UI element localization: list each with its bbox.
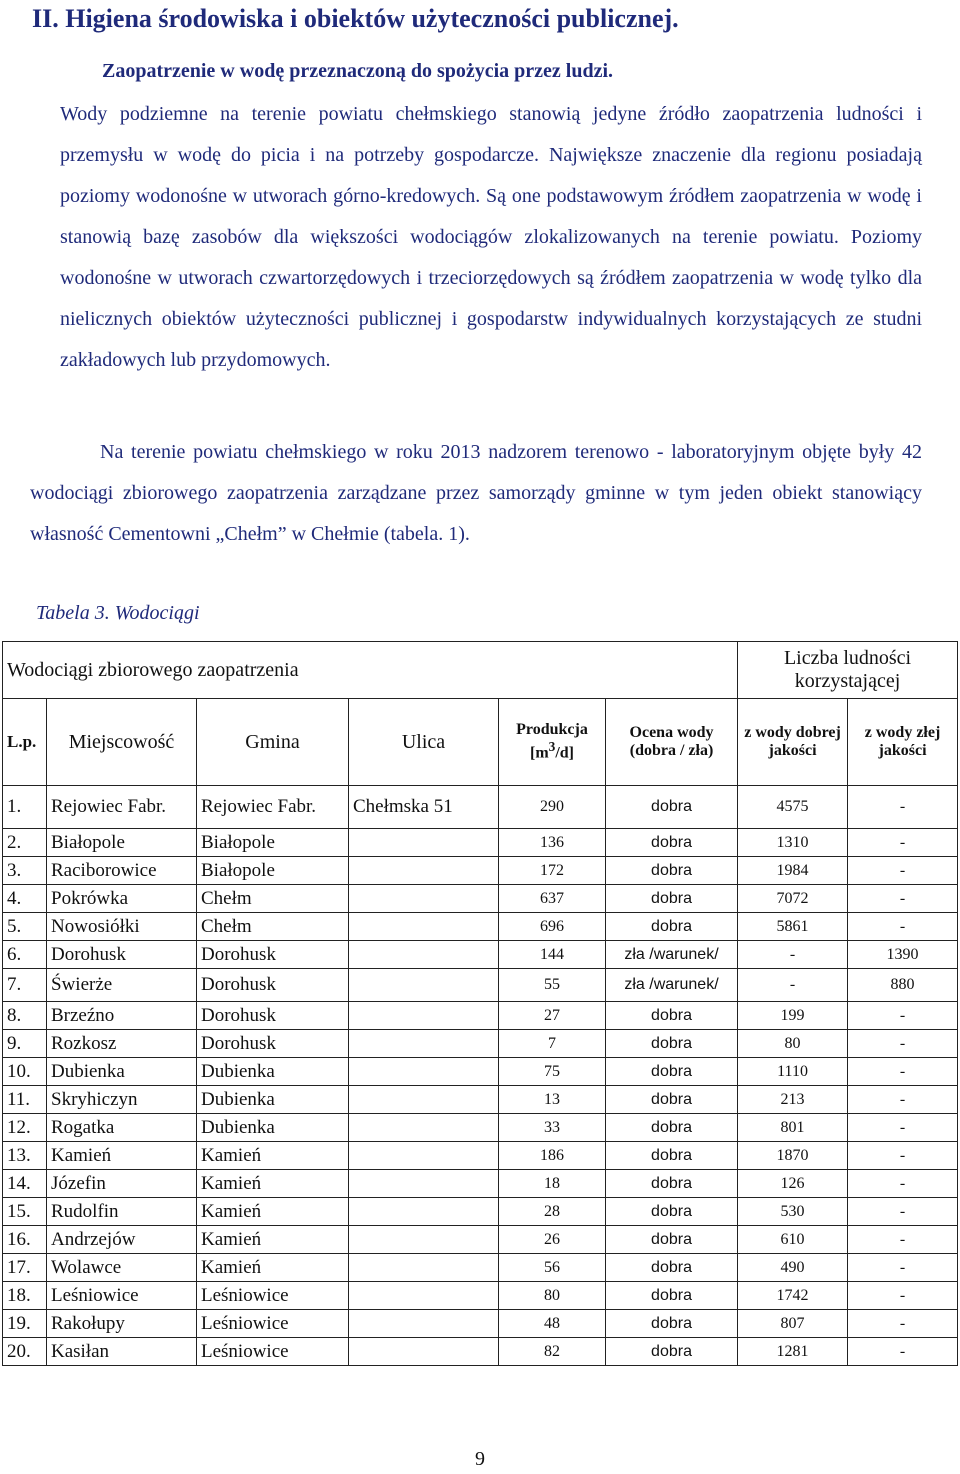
column-header-town: Miejscowość [47,699,197,786]
cell-street [349,1226,499,1254]
cell-street [349,1114,499,1142]
cell-lp: 16. [3,1226,47,1254]
table-row [3,969,958,1002]
cell-production: 172 [499,857,606,885]
cell-production: 33 [499,1114,606,1142]
production-header-main: Produkcja [516,721,588,739]
table-row [3,1114,958,1142]
table-row [3,857,958,885]
table-row [3,1058,958,1086]
cell-street [349,885,499,913]
cell-street [349,1142,499,1170]
people-header: Liczba ludności korzystającej [738,642,958,699]
cell-quality: dobra [606,1086,738,1114]
column-header-gmina: Gmina [197,699,349,786]
cell-bad: - [848,857,958,885]
cell-gmina: Kamień [197,1170,349,1198]
table-row [3,1030,958,1058]
cell-good: 1870 [738,1142,848,1170]
cell-street [349,969,499,1002]
cell-good: 1281 [738,1338,848,1366]
table-row [3,1338,958,1366]
cell-street [349,1338,499,1366]
cell-street [349,1058,499,1086]
cell-lp: 4. [3,885,47,913]
cell-lp: 10. [3,1058,47,1086]
cell-quality: dobra [606,1142,738,1170]
cell-town: Rakołupy [47,1310,197,1338]
table-row [3,1170,958,1198]
cell-bad: - [848,1058,958,1086]
quality-header-main: Ocena wody [629,724,714,741]
cell-street [349,1030,499,1058]
cell-town: Kasiłan [47,1338,197,1366]
cell-lp: 3. [3,857,47,885]
cell-gmina: Dubienka [197,1086,349,1114]
cell-bad: - [848,913,958,941]
page-title: II. Higiena środowiska i obiektów użyteczności publicznej. [32,4,679,33]
cell-town: Białopole [47,829,197,857]
cell-production: 7 [499,1030,606,1058]
cell-bad: - [848,1114,958,1142]
cell-town: Rejowiec Fabr. [47,786,197,829]
cell-bad: - [848,1254,958,1282]
cell-gmina: Dorohusk [197,969,349,1002]
cell-lp: 2. [3,829,47,857]
cell-bad: 880 [848,969,958,1002]
table-row [3,1310,958,1338]
cell-production: 27 [499,1002,606,1030]
cell-gmina: Chełm [197,885,349,913]
cell-good: 1984 [738,857,848,885]
cell-good: 213 [738,1086,848,1114]
group-header: Wodociągi zbiorowego zaopatrzenia [3,642,738,699]
cell-production: 696 [499,913,606,941]
cell-town: Rozkosz [47,1030,197,1058]
cell-lp: 18. [3,1282,47,1310]
table-row [3,786,958,829]
cell-bad: - [848,1310,958,1338]
cell-quality: dobra [606,1170,738,1198]
cell-good: - [738,969,848,1002]
cell-lp: 9. [3,1030,47,1058]
cell-lp: 12. [3,1114,47,1142]
cell-good: - [738,941,848,969]
column-header-street: Ulica [349,699,499,786]
cell-street [349,1254,499,1282]
cell-production: 290 [499,786,606,829]
cell-lp: 8. [3,1002,47,1030]
cell-production: 144 [499,941,606,969]
cell-town: Dorohusk [47,941,197,969]
cell-good: 1110 [738,1058,848,1086]
cell-production: 18 [499,1170,606,1198]
cell-street [349,1086,499,1114]
cell-town: Józefin [47,1170,197,1198]
cell-town: Raciborowice [47,857,197,885]
cell-production: 82 [499,1338,606,1366]
table-caption: Tabela 3. Wodociągi [36,602,200,624]
column-header-lp: L.p. [3,699,47,786]
table-row [3,885,958,913]
cell-production: 55 [499,969,606,1002]
cell-lp: 14. [3,1170,47,1198]
cell-quality: dobra [606,1310,738,1338]
column-header-quality [606,699,738,786]
column-header-production [499,699,606,786]
cell-lp: 17. [3,1254,47,1282]
cell-lp: 1. [3,786,47,829]
cell-good: 5861 [738,913,848,941]
cell-lp: 7. [3,969,47,1002]
cell-gmina: Leśniowice [197,1310,349,1338]
table-row [3,1002,958,1030]
cell-good: 490 [738,1254,848,1282]
cell-bad: - [848,786,958,829]
cell-bad: - [848,1142,958,1170]
cell-gmina: Dorohusk [197,1030,349,1058]
cell-lp: 13. [3,1142,47,1170]
table-row [3,1282,958,1310]
cell-street [349,1170,499,1198]
table-row [3,1226,958,1254]
page-number: 9 [475,1448,485,1470]
cell-bad: - [848,1198,958,1226]
cell-lp: 20. [3,1338,47,1366]
cell-bad: - [848,1226,958,1254]
cell-good: 801 [738,1114,848,1142]
table-row [3,1086,958,1114]
cell-bad: - [848,1170,958,1198]
cell-quality: dobra [606,1226,738,1254]
cell-bad: - [848,829,958,857]
paragraph-groundwater: Wody podziemne na terenie powiatu chełmskiego stanowią jedyne źródło zaopatrzenia ludności i przemysłu w wodę do picia i na potrzeby gospodarcze. Największe znaczenie dla regionu posiadają poziomy wodonośne w utworach górno-kredowych. Są one podstawowym źródłem zaopatrzenia w wodę i stanowią bazę zasobów dla większości wodociągów zlokalizowanych na terenie powiatu. Poziomy wodonośne w utworach czwartorzędowych i trzeciorzędowych są źródłem zaopatrzenia w wodę tylko dla nielicznych obiektów użyteczności publicznej i gospodarstw indywidualnych korzystających ze studni zakładowych lub przydomowych. [60,103,922,371]
cell-good: 7072 [738,885,848,913]
cell-quality: dobra [606,1002,738,1030]
quality-header-sub: (dobra / zła) [629,742,714,759]
table-row [3,913,958,941]
cell-gmina: Chełm [197,913,349,941]
cell-quality: dobra [606,885,738,913]
cell-street [349,1282,499,1310]
cell-street: Chełmska 51 [349,786,499,829]
cell-town: Pokrówka [47,885,197,913]
cell-quality: dobra [606,1338,738,1366]
table-row [3,1198,958,1226]
cell-bad: - [848,1030,958,1058]
cell-street [349,1002,499,1030]
cell-gmina: Rejowiec Fabr. [197,786,349,829]
cell-gmina: Dubienka [197,1058,349,1086]
cell-quality: dobra [606,1254,738,1282]
cell-gmina: Białopole [197,829,349,857]
cell-gmina: Kamień [197,1254,349,1282]
cell-good: 610 [738,1226,848,1254]
cell-gmina: Dorohusk [197,941,349,969]
cell-town: Andrzejów [47,1226,197,1254]
cell-production: 186 [499,1142,606,1170]
cell-gmina: Dorohusk [197,1002,349,1030]
waterworks-table [2,641,958,1366]
cell-street [349,1310,499,1338]
cell-gmina: Białopole [197,857,349,885]
cell-good: 530 [738,1198,848,1226]
cell-street [349,857,499,885]
cell-quality: zła /warunek/ [606,969,738,1002]
cell-production: 28 [499,1198,606,1226]
cell-quality: dobra [606,1030,738,1058]
cell-town: Świerże [47,969,197,1002]
production-header-unit-sup: 3 [548,739,556,755]
cell-quality: dobra [606,1114,738,1142]
section-title: Zaopatrzenie w wodę przeznaczoną do spożycia przez ludzi. [102,60,614,82]
cell-quality: zła /warunek/ [606,941,738,969]
cell-lp: 6. [3,941,47,969]
cell-town: Skryhiczyn [47,1086,197,1114]
cell-town: Leśniowice [47,1282,197,1310]
cell-gmina: Kamień [197,1198,349,1226]
cell-bad: 1390 [848,941,958,969]
cell-gmina: Dubienka [197,1114,349,1142]
production-header-unit-pre: [m [530,744,549,762]
cell-quality: dobra [606,857,738,885]
paragraph-supervision: Na terenie powiatu chełmskiego w roku 2013 nadzorem terenowo - laboratoryjnym objęte były 42 wodociągi zbiorowego zaopatrzenia zarządzane przez samorządy gminne w tym jeden obiekt stanowiący własność Cementowni „Chełm” w Chełmie (tabela. 1). [30,441,922,545]
cell-bad: - [848,1338,958,1366]
cell-good: 807 [738,1310,848,1338]
cell-quality: dobra [606,786,738,829]
table-body [3,786,958,1366]
cell-good: 80 [738,1030,848,1058]
cell-production: 13 [499,1086,606,1114]
cell-street [349,913,499,941]
cell-production: 80 [499,1282,606,1310]
cell-quality: dobra [606,1198,738,1226]
cell-street [349,1198,499,1226]
cell-production: 48 [499,1310,606,1338]
cell-town: Dubienka [47,1058,197,1086]
cell-production: 75 [499,1058,606,1086]
cell-quality: dobra [606,829,738,857]
cell-gmina: Kamień [197,1142,349,1170]
column-header-bad: z wody złej jakości [848,699,958,786]
cell-town: Wolawce [47,1254,197,1282]
cell-good: 126 [738,1170,848,1198]
column-header-good: z wody dobrej jakości [738,699,848,786]
cell-town: Rudolfin [47,1198,197,1226]
cell-production: 56 [499,1254,606,1282]
cell-gmina: Leśniowice [197,1282,349,1310]
cell-lp: 5. [3,913,47,941]
cell-quality: dobra [606,1282,738,1310]
cell-bad: - [848,885,958,913]
cell-bad: - [848,1282,958,1310]
cell-good: 4575 [738,786,848,829]
cell-town: Nowosiółki [47,913,197,941]
cell-quality: dobra [606,913,738,941]
cell-gmina: Kamień [197,1226,349,1254]
cell-town: Rogatka [47,1114,197,1142]
cell-good: 199 [738,1002,848,1030]
cell-lp: 19. [3,1310,47,1338]
cell-street [349,941,499,969]
cell-production: 637 [499,885,606,913]
cell-bad: - [848,1002,958,1030]
cell-production: 136 [499,829,606,857]
table-row [3,1142,958,1170]
table-row [3,1254,958,1282]
cell-quality: dobra [606,1058,738,1086]
cell-town: Kamień [47,1142,197,1170]
cell-bad: - [848,1086,958,1114]
cell-lp: 15. [3,1198,47,1226]
cell-lp: 11. [3,1086,47,1114]
table-row [3,941,958,969]
cell-production: 26 [499,1226,606,1254]
production-header-unit-post: /d] [555,744,574,762]
cell-street [349,829,499,857]
cell-good: 1742 [738,1282,848,1310]
cell-gmina: Leśniowice [197,1338,349,1366]
table-row [3,829,958,857]
cell-good: 1310 [738,829,848,857]
cell-town: Brzeźno [47,1002,197,1030]
